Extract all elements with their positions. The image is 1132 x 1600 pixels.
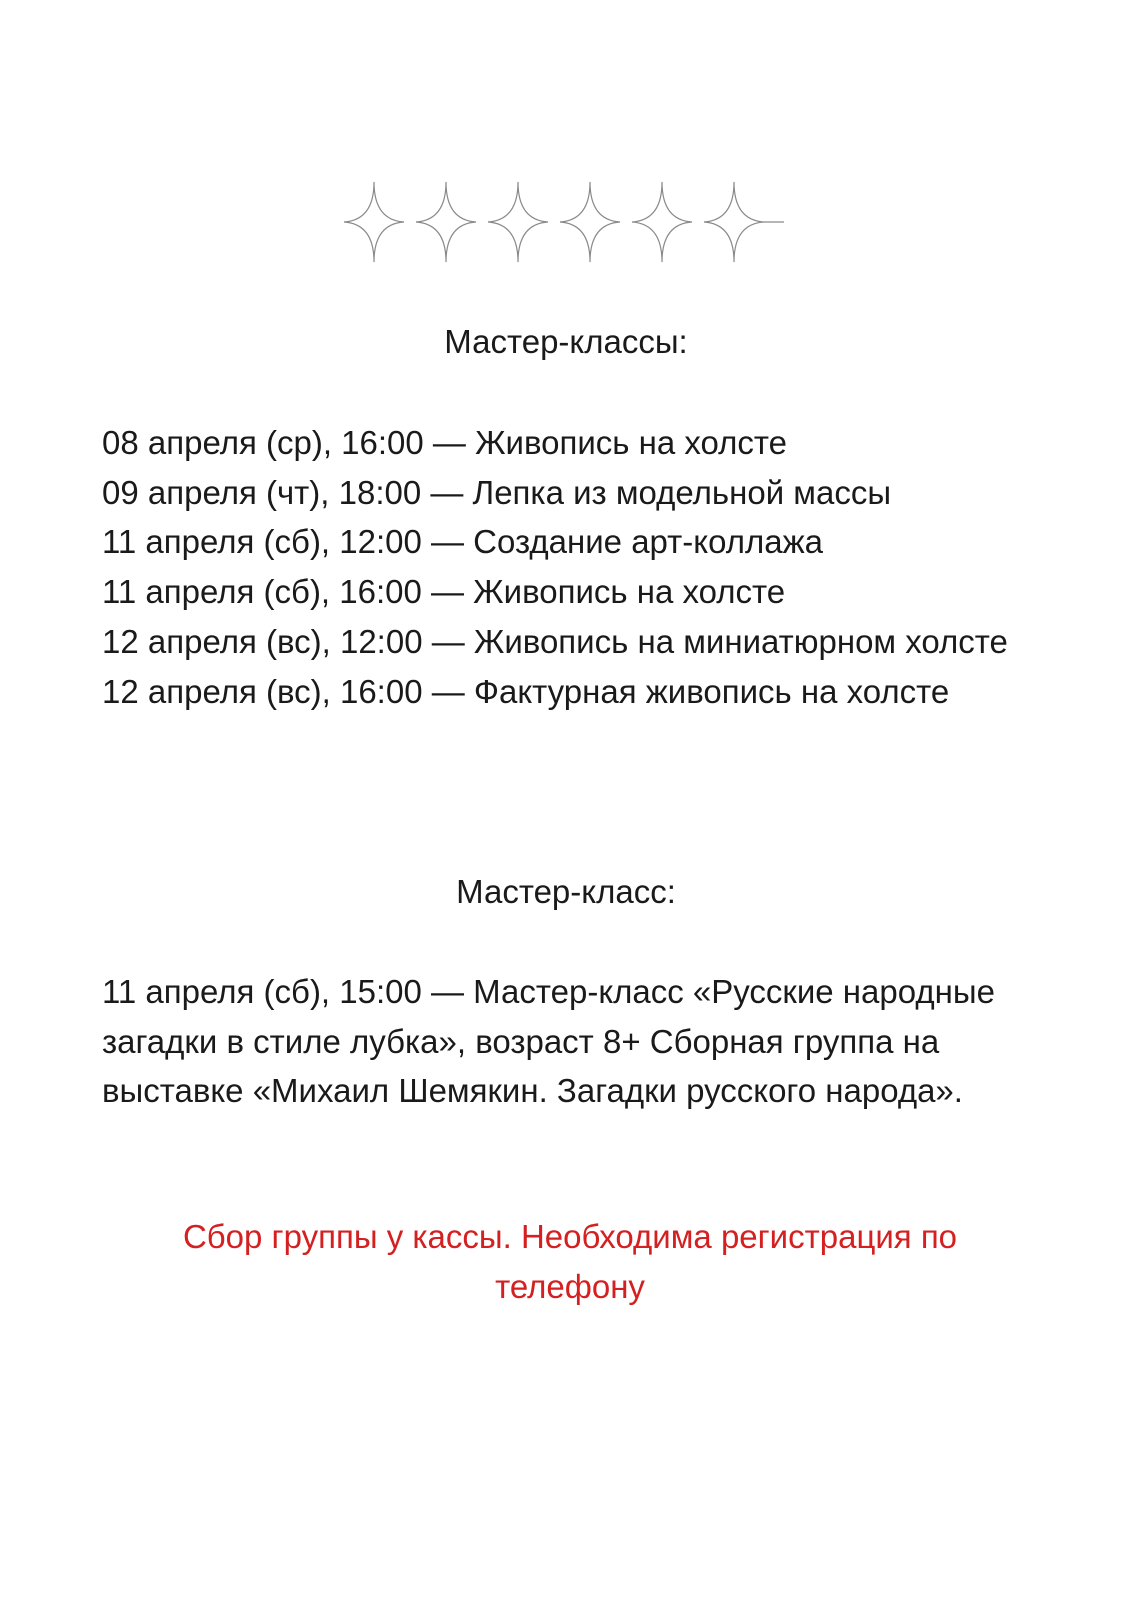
list-item: 12 апреля (вс), 16:00 — Фактурная живопись на холсте xyxy=(102,672,950,710)
list-item: 08 апреля (ср), 16:00 — Живопись на холсте xyxy=(102,424,788,461)
master-classes-list xyxy=(102,418,1062,716)
section-title-master-class: Мастер-класс: xyxy=(456,873,676,910)
list-item: 09 апреля (чт), 18:00 — Лепка из модельной массы xyxy=(102,473,892,511)
list-item: 11 апреля (сб), 16:00 — Живопись на холсте xyxy=(102,573,786,611)
list-item: 12 апреля (вс), 12:00 — Живопись на миниатюрном холсте xyxy=(102,622,1008,660)
list-item: 11 апреля (сб), 12:00 — Создание арт-коллажа xyxy=(102,523,824,561)
four-point-star-chain-icon xyxy=(344,182,784,262)
registration-notice: Сбор группы у кассы. Необходима регистрация по телефону xyxy=(182,1218,958,1305)
master-class-description: 11 апреля (сб), 15:00 — Мастер-класс «Русские народные загадки в стиле лубка», возраст 8+ Сборная группа на выставке «Михаил Шемякин. Загадки русского народа». xyxy=(102,973,995,1110)
section-title-master-classes: Мастер-классы: xyxy=(444,323,688,360)
